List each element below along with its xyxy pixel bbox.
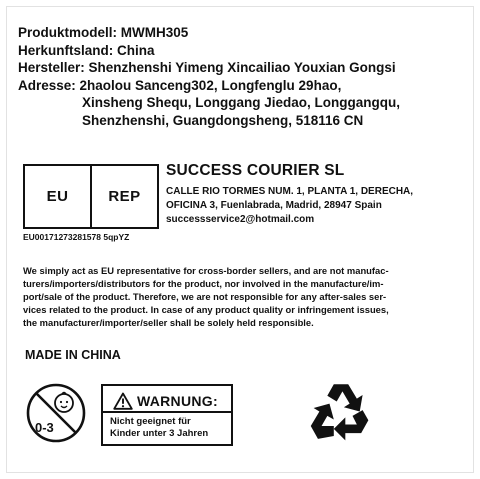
- warning-text-line-2: Kinder unter 3 Jahren: [110, 428, 209, 439]
- eu-label: EU: [46, 188, 69, 205]
- courier-address-line-1: CALLE RIO TORMES NUM. 1, PLANTA 1, DERECHA,: [166, 186, 414, 197]
- product-info: [18, 24, 468, 129]
- courier-email: successservice2@hotmail.com: [166, 214, 315, 225]
- address-line-1: Adresse: 2haolou Sanceng302, Longfenglu 29hao,: [18, 77, 342, 93]
- disclaimer-line: port/sale of the product. Therefore, we are not responsible for any after-sales ser-: [23, 291, 387, 302]
- address-line-2: Xinsheng Shequ, Longgang Jiedao, Longgangqu,: [82, 95, 400, 110]
- courier-name: SUCCESS COURIER SL: [166, 162, 345, 179]
- warning-box: [101, 384, 233, 446]
- rep-label: REP: [90, 166, 157, 227]
- eu-rep-box: [23, 164, 159, 229]
- disclaimer-line: vices related to the product. In case of any product quality or infringement issues,: [23, 304, 389, 315]
- warning-header: [103, 386, 231, 413]
- address-line-3: Shenzhenshi, Guangdongsheng, 518116 CN: [82, 112, 364, 128]
- warning-title: WARNUNG:: [137, 393, 218, 409]
- age-range: 0-3: [35, 420, 54, 435]
- disclaimer-line: We simply act as EU representative for cross-border sellers, and are not manufac-: [23, 265, 389, 276]
- disclaimer-line: turers/importers/distributors for the product, nor involved in the manufacture/im-: [23, 278, 384, 289]
- warning-text-line-1: Nicht geeignet für: [110, 416, 191, 427]
- courier-address-line-2: OFICINA 3, Fuenlabrada, Madrid, 28947 Spain: [166, 200, 382, 211]
- courier-info: [166, 162, 466, 227]
- disclaimer-line: the manufacturer/importer/seller shall be solely held responsible.: [23, 317, 314, 328]
- recycle-icon: [305, 378, 377, 448]
- country-of-origin: Herkunftsland: China: [18, 42, 155, 58]
- product-model: Produktmodell: MWMH305: [18, 25, 189, 40]
- no-children-under-3-icon: [25, 382, 87, 444]
- eu-rep-code: EU00171273281578 5qpYZ: [23, 232, 130, 242]
- manufacturer: Hersteller: Shenzhenshi Yimeng Xincailiao Youxian Gongsi: [18, 60, 396, 75]
- disclaimer: [23, 264, 463, 329]
- made-in-china: MADE IN CHINA: [25, 348, 121, 362]
- warning-triangle-icon: [113, 392, 133, 410]
- warning-text: [103, 413, 231, 440]
